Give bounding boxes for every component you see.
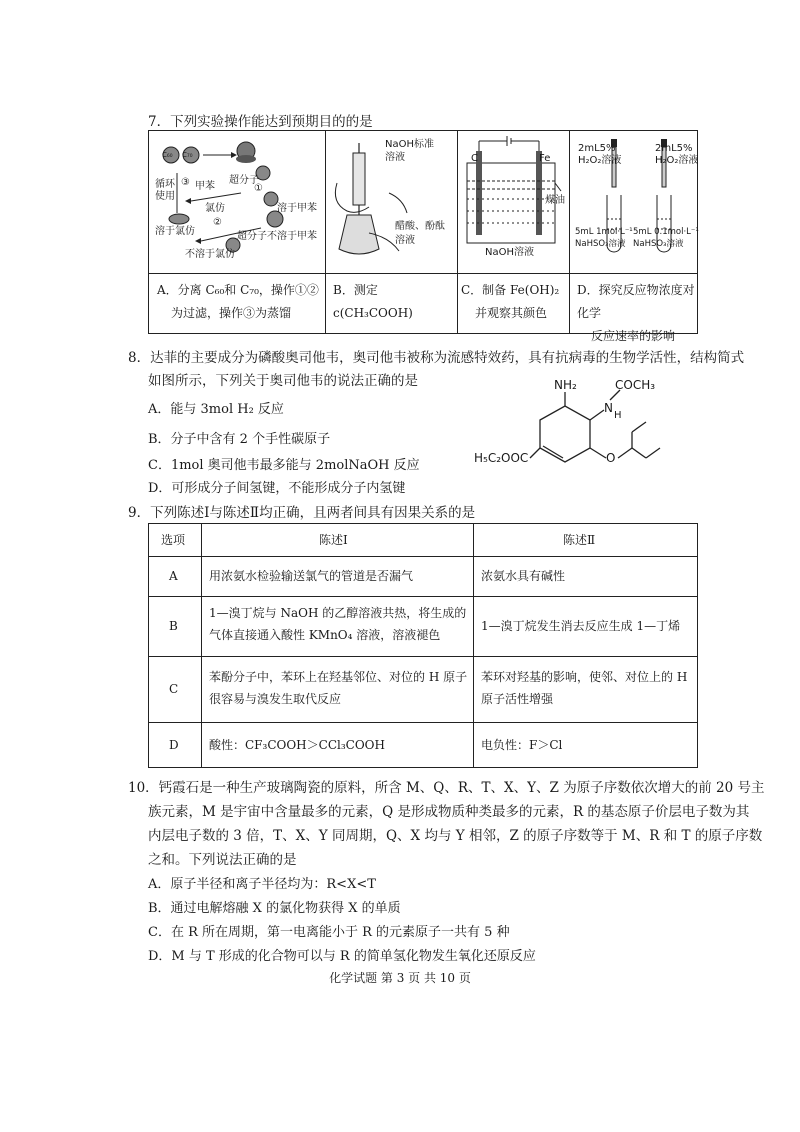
q7-option-b: B．测定 c(CH₃COOH)	[333, 283, 413, 320]
q10-option-d: D．M 与 T 形成的化合物可以与 R 的简单氢化物发生氧化还原反应	[148, 949, 536, 964]
q9-header-statement2: 陈述Ⅱ	[563, 533, 596, 547]
q9-row-b-option: B	[169, 619, 178, 633]
iron-electrode-label: Fe	[539, 153, 551, 164]
supramolecule-label: 超分子	[229, 175, 259, 186]
not-dissolve-toluene-label: 超分子不溶于甲苯	[237, 231, 317, 242]
q9-row-d-statement2: 电负性：F＞Cl	[481, 738, 563, 752]
h2o2-left-solution: H₂O₂溶液	[578, 155, 622, 166]
q9-row-a-statement2: 浓氨水具有碱性	[481, 569, 566, 583]
chloroform-label: 氯仿	[205, 203, 225, 214]
q10-stem-line3: 内层电子数的 3 倍，T、X、Y 同周期，Q、X 均与 Y 相邻，Z 的原子序数等于 M、R 和 T 的原子序数	[148, 828, 763, 844]
step3-label: ③	[181, 177, 190, 188]
q8-option-d: D．可形成分子间氢键，不能形成分子内氢键	[148, 481, 406, 496]
dissolve-chloroform-label: 溶于氯仿	[155, 226, 195, 237]
q9-header-statement1: 陈述Ⅰ	[319, 533, 348, 547]
q9-row-c-option: C	[169, 682, 179, 696]
page-footer: 化学试题 第 3 页 共 10 页	[329, 971, 471, 985]
amide-n-label: N	[604, 401, 613, 415]
q8-option-a: A．能与 3mol H₂ 反应	[148, 402, 284, 417]
q9-stem: 9．下列陈述Ⅰ与陈述Ⅱ均正确，且两者间具有因果关系的是	[128, 505, 476, 521]
q9-header-option: 选项	[161, 533, 186, 547]
oseltamivir-structure	[470, 380, 700, 480]
acetic-solution-label: 溶液	[395, 235, 415, 246]
c70-label: C₇₀	[182, 151, 193, 159]
nahso3-right-amount: 5mL 0.1mol·L⁻¹	[633, 227, 699, 237]
q7-stem: 7．下列实验操作能达到预期目的的是	[148, 114, 373, 130]
nahso3-right-solution: NaHSO₃溶液	[633, 239, 684, 249]
q9-row-b-statement2: 1—溴丁烷发生消去反应生成 1—丁烯	[481, 619, 681, 633]
naoh-solution-c-label: NaOH溶液	[485, 247, 534, 258]
step1-label: ①	[254, 183, 263, 194]
q9-row-c-statement2: 苯环对羟基的影响，使邻、对位上的 H 原子活性增强	[481, 670, 688, 706]
q9-row-c-statement1: 苯酚分子中，苯环上在羟基邻位、对位的 H 原子 很容易与溴发生取代反应	[209, 670, 468, 706]
ester-group-label: H₅C₂OOC	[474, 451, 529, 465]
q9-row-d-statement1: 酸性：CF₃COOH＞CCl₃COOH	[209, 738, 385, 752]
separation-scheme-diagram	[151, 133, 323, 271]
q7-option-d: D．探究反应物浓度对化学 反应速率的影响	[577, 283, 695, 343]
q7-options-table	[148, 130, 699, 343]
not-dissolve-chloroform-label: 不溶于氯仿	[185, 249, 235, 260]
kerosene-label: 煤油	[545, 195, 565, 206]
q10-stem-line4: 之和。下列说法正确的是	[148, 852, 297, 868]
h2o2-right-amount: 2mL5%	[655, 143, 693, 154]
naoh-solution-label: 溶液	[385, 152, 405, 163]
nahso3-left-solution: NaHSO₃溶液	[575, 239, 626, 249]
q8-option-c: C．1mol 奥司他韦最多能与 2molNaOH 反应	[148, 458, 420, 473]
h2o2-left-amount: 2mL5%	[578, 143, 616, 154]
use-label: 使用	[155, 191, 175, 202]
recycle-label: 循环	[155, 179, 175, 190]
q9-row-d-option: D	[169, 738, 179, 752]
acetic-phenolphthalein-label: 醋酸、酚酞	[395, 221, 445, 232]
amide-h-label: H	[614, 410, 622, 421]
acetyl-group-label: COCH₃	[615, 378, 656, 392]
q10-stem-line1: 10．钙霞石是一种生产玻璃陶瓷的原料，所含 M、Q、R、T、X、Y、Z 为原子序数依次增大的前 20 号主	[128, 780, 765, 796]
q10-option-b: B．通过电解熔融 X 的氯化物获得 X 的单质	[148, 901, 401, 916]
q10-option-a: A．原子半径和离子半径均为：R<X<T	[148, 877, 376, 892]
dissolve-toluene-label: 溶于甲苯	[277, 203, 317, 214]
q8-stem-line1: 8．达菲的主要成分为磷酸奥司他韦，奥司他韦被称为流感特效药，具有抗病毒的生物学活性，结构简式	[128, 350, 745, 366]
c60-label: C₆₀	[162, 151, 173, 159]
toluene-label: 甲苯	[195, 181, 215, 192]
naoh-standard-label: NaOH标准	[385, 139, 434, 150]
q10-option-c: C．在 R 所在周期，第一电离能小于 R 的元素原子一共有 5 种	[148, 925, 510, 940]
h2o2-right-solution: H₂O₂溶液	[655, 155, 699, 166]
amino-group-label: NH₂	[554, 378, 577, 392]
nahso3-left-amount: 5mL 1mol·L⁻¹	[575, 227, 633, 237]
q8-option-b: B．分子中含有 2 个手性碳原子	[148, 432, 331, 447]
q9-table	[148, 523, 698, 768]
q9-row-b-statement1: 1—溴丁烷与 NaOH 的乙醇溶液共热，将生成的 气体直接通入酸性 KMnO₄ 溶液，溶液褪色	[209, 606, 467, 642]
q10-stem-line2: 族元素，M 是宇宙中含量最多的元素，Q 是形成物质种类最多的元素，R 的基态原子价层电子数为其	[148, 804, 750, 820]
q9-row-a-statement1: 用浓氨水检验输送氯气的管道是否漏气	[209, 569, 414, 583]
carbon-electrode-label: C	[471, 153, 478, 164]
q8-stem-line2: 如图所示，下列关于奥司他韦的说法正确的是	[148, 373, 418, 389]
step2-label: ②	[213, 217, 222, 228]
ether-oxygen-label: O	[606, 451, 616, 465]
q7-option-c: C．制备 Fe(OH)₂ 并观察其颜色	[461, 283, 560, 320]
q7-option-a: A．分离 C₆₀和 C₇₀，操作①② 为过滤，操作③为蒸馏	[157, 283, 319, 320]
q9-row-a-option: A	[169, 569, 178, 583]
